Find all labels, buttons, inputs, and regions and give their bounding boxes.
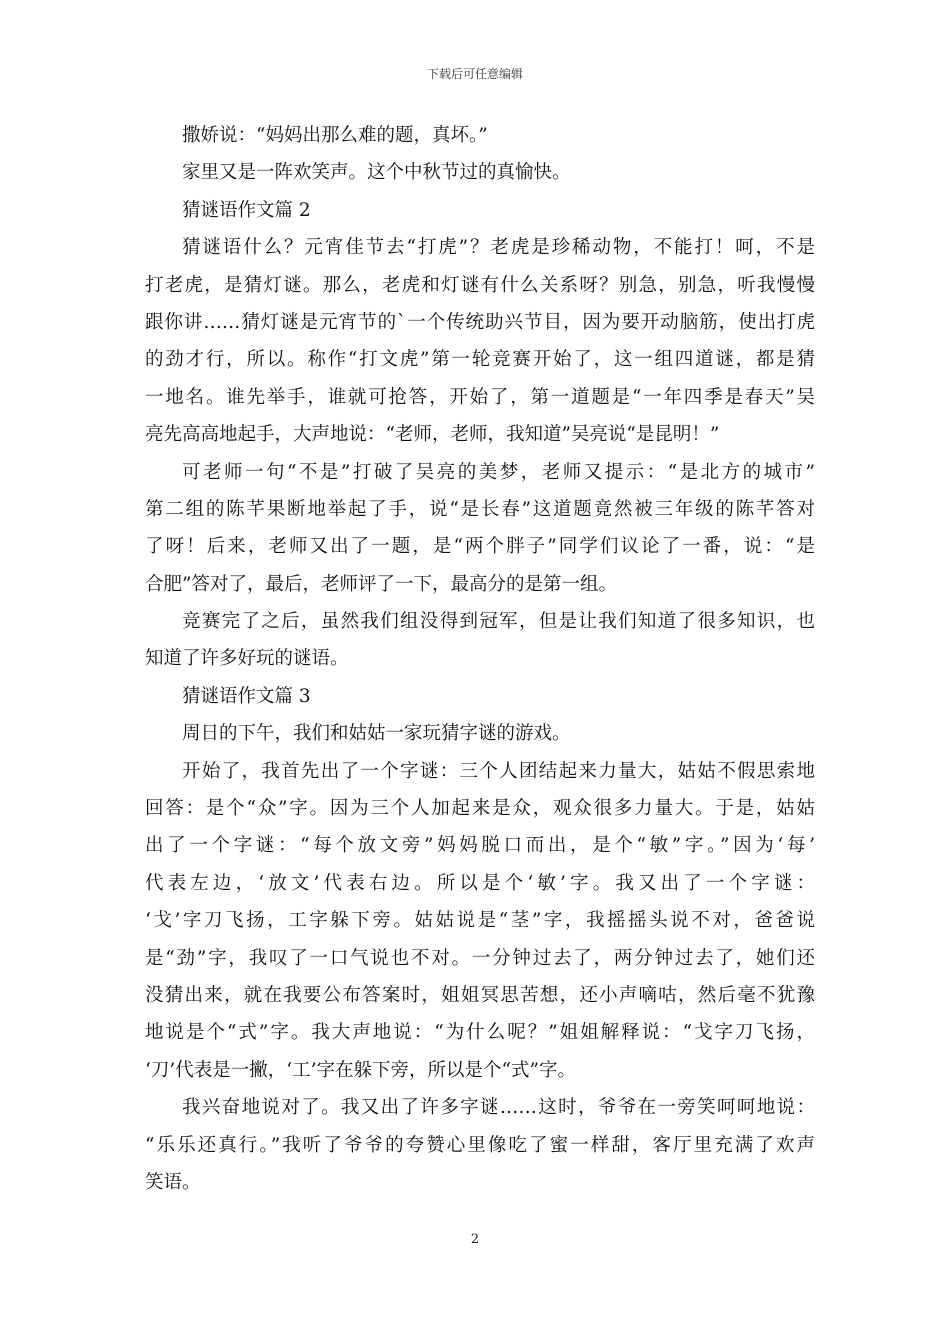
text-line: 打老虎，是猜灯谜。那么，老虎和灯谜有什么关系呀？别急，别急，听我慢慢 [145, 274, 815, 296]
text-line: 撒娇说：“妈妈出那么难的题，真坏。” [182, 125, 488, 146]
text-line: 跟你讲……猜灯谜是元宵节的`一个传统助兴节目，因为要开动脑筋，使出打虎 [145, 311, 815, 333]
page-number: 2 [470, 1232, 480, 1247]
page-header: 下载后可任意编辑 [426, 67, 523, 81]
text-line: 地说是个“式”字。我大声地说：“为什么呢？”姐姐解释说：“戈字刀飞扬， [145, 1022, 815, 1044]
text-line: 一地名。谁先举手，谁就可抢答，开始了，第一道题是“一年四季是春天”吴 [145, 386, 815, 408]
text-line: “乐乐还真行。”我听了爷爷的夸赞心里像吃了蜜一样甜，客厅里充满了欢声 [145, 1134, 815, 1156]
text-line: 合肥”答对了，最后，老师评了一下，最高分的是第一组。 [145, 573, 617, 595]
text-line: 第二组的陈芊果断地举起了手，说“是长春”这道题竟然被三年级的陈芊答对 [145, 498, 815, 520]
section-heading: 猜谜语作文篇 2 [182, 199, 311, 221]
text-line: 回答：是个“众”字。因为三个人加起来是众，观众很多力量大。于是，姑姑 [145, 798, 815, 820]
text-line: 竞赛完了之后，虽然我们组没得到冠军，但是让我们知道了很多知识，也 [182, 611, 815, 633]
section-heading: 猜谜语作文篇 3 [182, 685, 311, 707]
text-line: 是“劲”字，我叹了一口气说也不对。一分钟过去了，两分钟过去了，她们还 [145, 947, 815, 969]
text-line: 没猜出来，就在我要公布答案时，姐姐冥思苦想，还小声嘀咕，然后毫不犹豫 [145, 984, 815, 1006]
text-line: ‘刀’代表是一撇，‘工’字在躲下旁，所以是个“式”字。 [145, 1059, 576, 1081]
text-line: 亮先高高地起手，大声地说：“老师，老师，我知道”吴亮说“是昆明！” [145, 424, 720, 446]
text-line: 出了一个字谜：“每个放文旁”妈妈脱口而出，是个“敏”字。”因为‘每’ [145, 835, 815, 857]
text-line: 代表左边，‘放文’代表右边。所以是个‘敏’字。我又出了一个字谜： [145, 872, 815, 894]
text-line: 我兴奋地说对了。我又出了许多字谜……这时，爷爷在一旁笑呵呵地说： [182, 1097, 815, 1119]
text-line: 的劲才行，所以。称作“打文虎”第一轮竞赛开始了，这一组四道谜，都是猜 [145, 349, 815, 371]
article-body [145, 117, 815, 1201]
text-line: 了呀！后来，老师又出了一题，是“两个胖子”同学们议论了一番，说：“是 [145, 536, 815, 558]
text-line: 家里又是一阵欢笑声。这个中秋节过的真愉快。 [182, 162, 571, 184]
text-line: 开始了，我首先出了一个字谜：三个人团结起来力量大，姑姑不假思索地 [182, 760, 815, 782]
text-line: ‘戈’字刀飞扬，工字躲下旁。姑姑说是“茎”字，我摇摇头说不对，爸爸说 [145, 910, 815, 932]
text-line: 周日的下午，我们和姑姑一家玩猜字谜的游戏。 [182, 723, 571, 745]
text-line: 笑语。 [145, 1171, 201, 1193]
text-line: 可老师一句“不是”打破了吴亮的美梦，老师又提示：“是北方的城市” [182, 461, 815, 483]
text-line: 知道了许多好玩的谜语。 [145, 648, 349, 670]
text-line: 猜谜语什么？元宵佳节去“打虎”？老虎是珍稀动物，不能打！呵，不是 [182, 237, 815, 259]
